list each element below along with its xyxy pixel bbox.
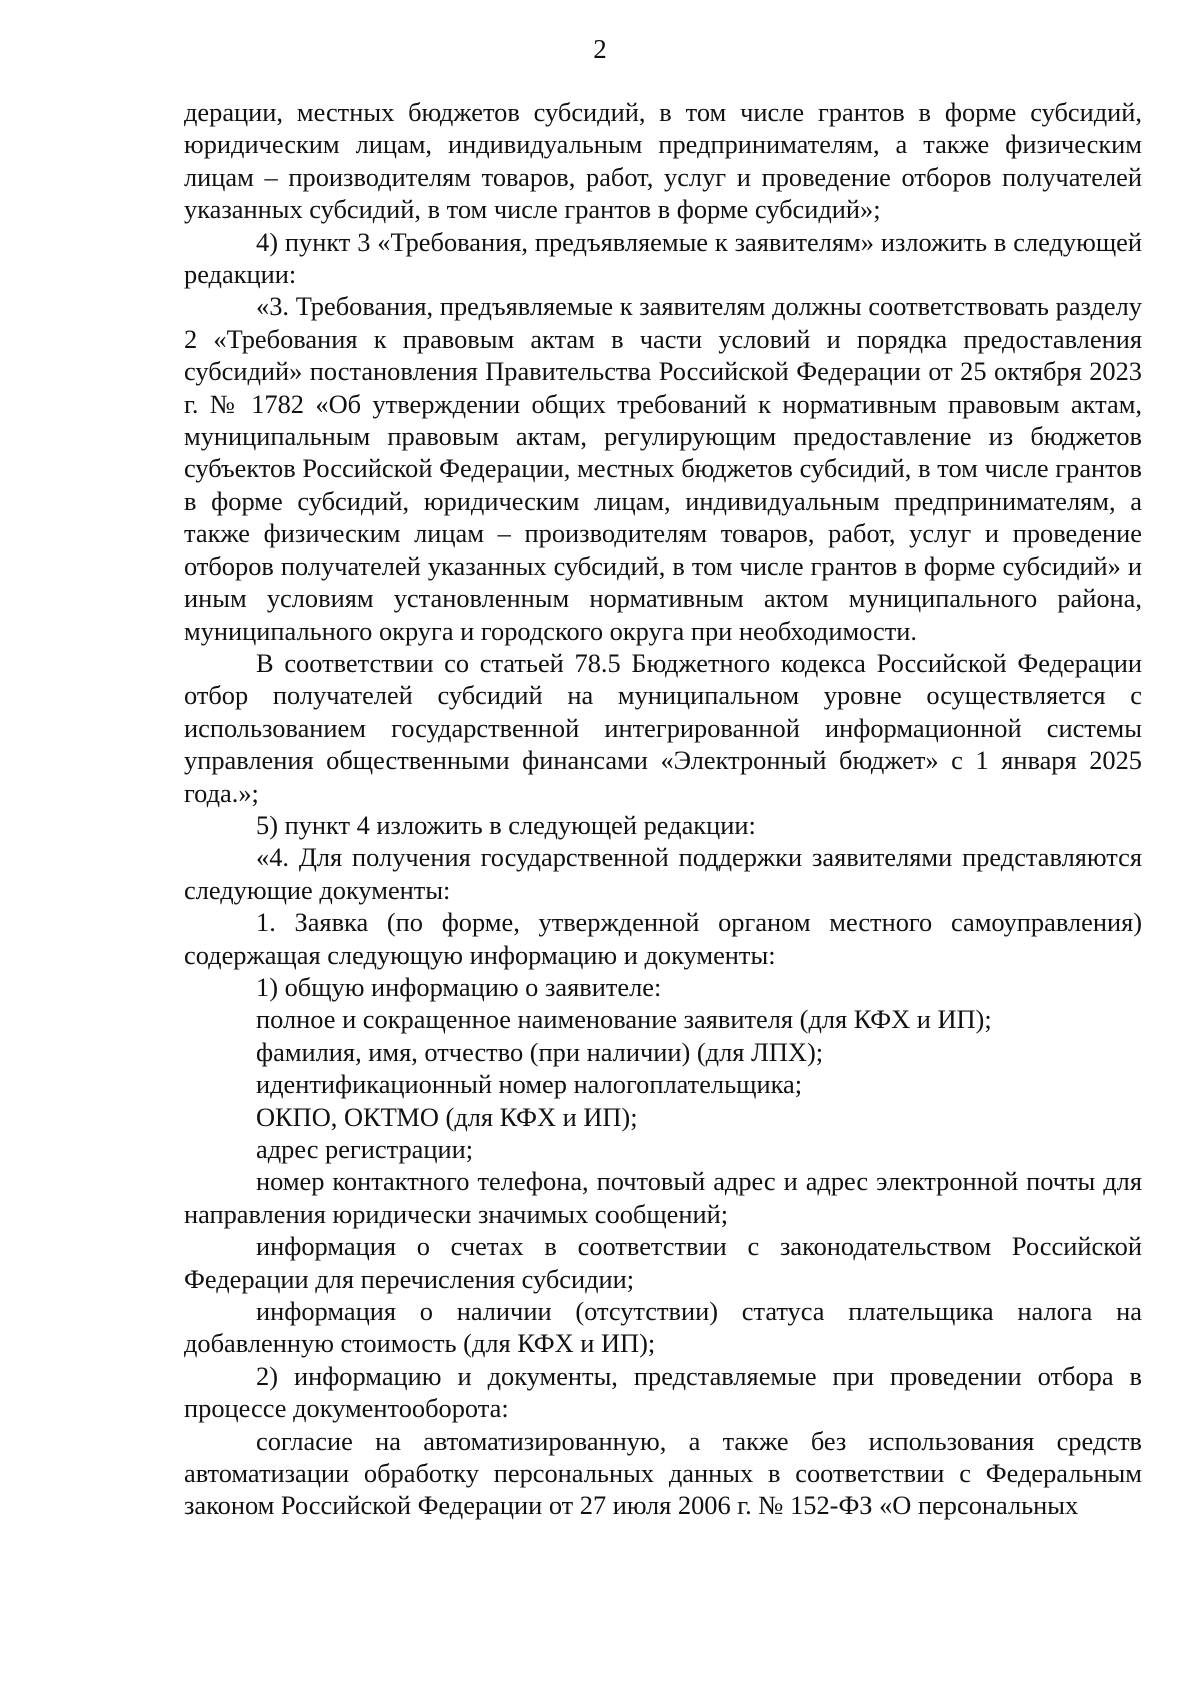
document-body: [184, 96, 1142, 1522]
paragraph: номер контактного телефона, почтовый адрес и адрес электронной почты для направления юридически значимых сообщений;: [184, 1166, 1142, 1229]
paragraph: «4. Для получения государственной поддержки заявителями представляются следующие документы:: [184, 842, 1142, 905]
paragraph: адрес регистрации;: [256, 1134, 474, 1164]
paragraph: 4) пункт 3 «Требования, предъявляемые к заявителям» изложить в следующей редакции:: [184, 226, 1142, 290]
paragraph: информация о счетах в соответствии с законодательством Российской Федерации для перечисления субсидии;: [184, 1231, 1142, 1294]
paragraph: 2) информацию и документы, представляемые при проведении отбора в процессе документооборота:: [184, 1360, 1142, 1424]
paragraph: идентификационный номер налогоплательщика;: [256, 1069, 803, 1100]
paragraph: 1) общую информацию о заявителе:: [256, 971, 662, 1002]
page-number: 2: [593, 34, 607, 64]
paragraph: В соответствии со статьей 78.5 Бюджетного кодекса Российской Федерации отбор получателей субсидий на муниципальном уровне осуществляется с использованием государственной интегрированной информационной системы управления общественными финансами «Электронный бюджет» с 1 января 2025 года.»;: [184, 647, 1142, 808]
paragraph: информация о наличии (отсутствии) статуса плательщика налога на добавленную стоимость (для КФХ и ИП);: [184, 1296, 1142, 1359]
paragraph: 5) пункт 4 изложить в следующей редакции:: [256, 809, 756, 840]
paragraph: фамилия, имя, отчество (при наличии) (для ЛПХ);: [256, 1036, 824, 1067]
paragraph: 1. Заявка (по форме, утвержденной органом местного самоуправления) содержащая следующую информацию и документы:: [184, 907, 1142, 970]
paragraph: дерации, местных бюджетов субсидий, в том числе грантов в форме субсидий, юридическим лицам, индивидуальным предпринимателям, а также физическим лицам – производителям товаров, работ, услуг и проведение отборов получателей указанных субсидий, в том числе грантов в форме субсидий»;: [184, 97, 1142, 225]
paragraph: полное и сокращенное наименование заявителя (для КФХ и ИП);: [256, 1004, 992, 1035]
paragraph: согласие на автоматизированную, а также без использования средств автоматизации обработку персональных данных в соответствии с Федеральным законом Российской Федерации от 27 июля 2006 г. № 152-ФЗ «О персональных: [184, 1425, 1142, 1521]
paragraph: «3. Требования, предъявляемые к заявителям должны соответствовать разделу 2 «Требования к правовым актам в части условий и порядка предоставления субсидий» постановления Правительства Российской Федерации от 25 октября 2023 г. № 1782 «Об утверждении общих требований к нормативным правовым актам, муниципальным правовым актам, регулирующим предоставление из бюджетов субъектов Российской Федерации, местных бюджетов субсидий, в том числе грантов в форме субсидий, юридическим лицам, индивидуальным предпринимателям, а также физическим лицам – производителям товаров, работ, услуг и проведение отборов получателей указанных субсидий, в том числе грантов в форме субсидий» и иным условиям установленным нормативным актом муниципального района, муниципального округа и городского округа при необходимости.: [184, 291, 1142, 646]
paragraph: ОКПО, ОКТМО (для КФХ и ИП);: [256, 1101, 638, 1132]
